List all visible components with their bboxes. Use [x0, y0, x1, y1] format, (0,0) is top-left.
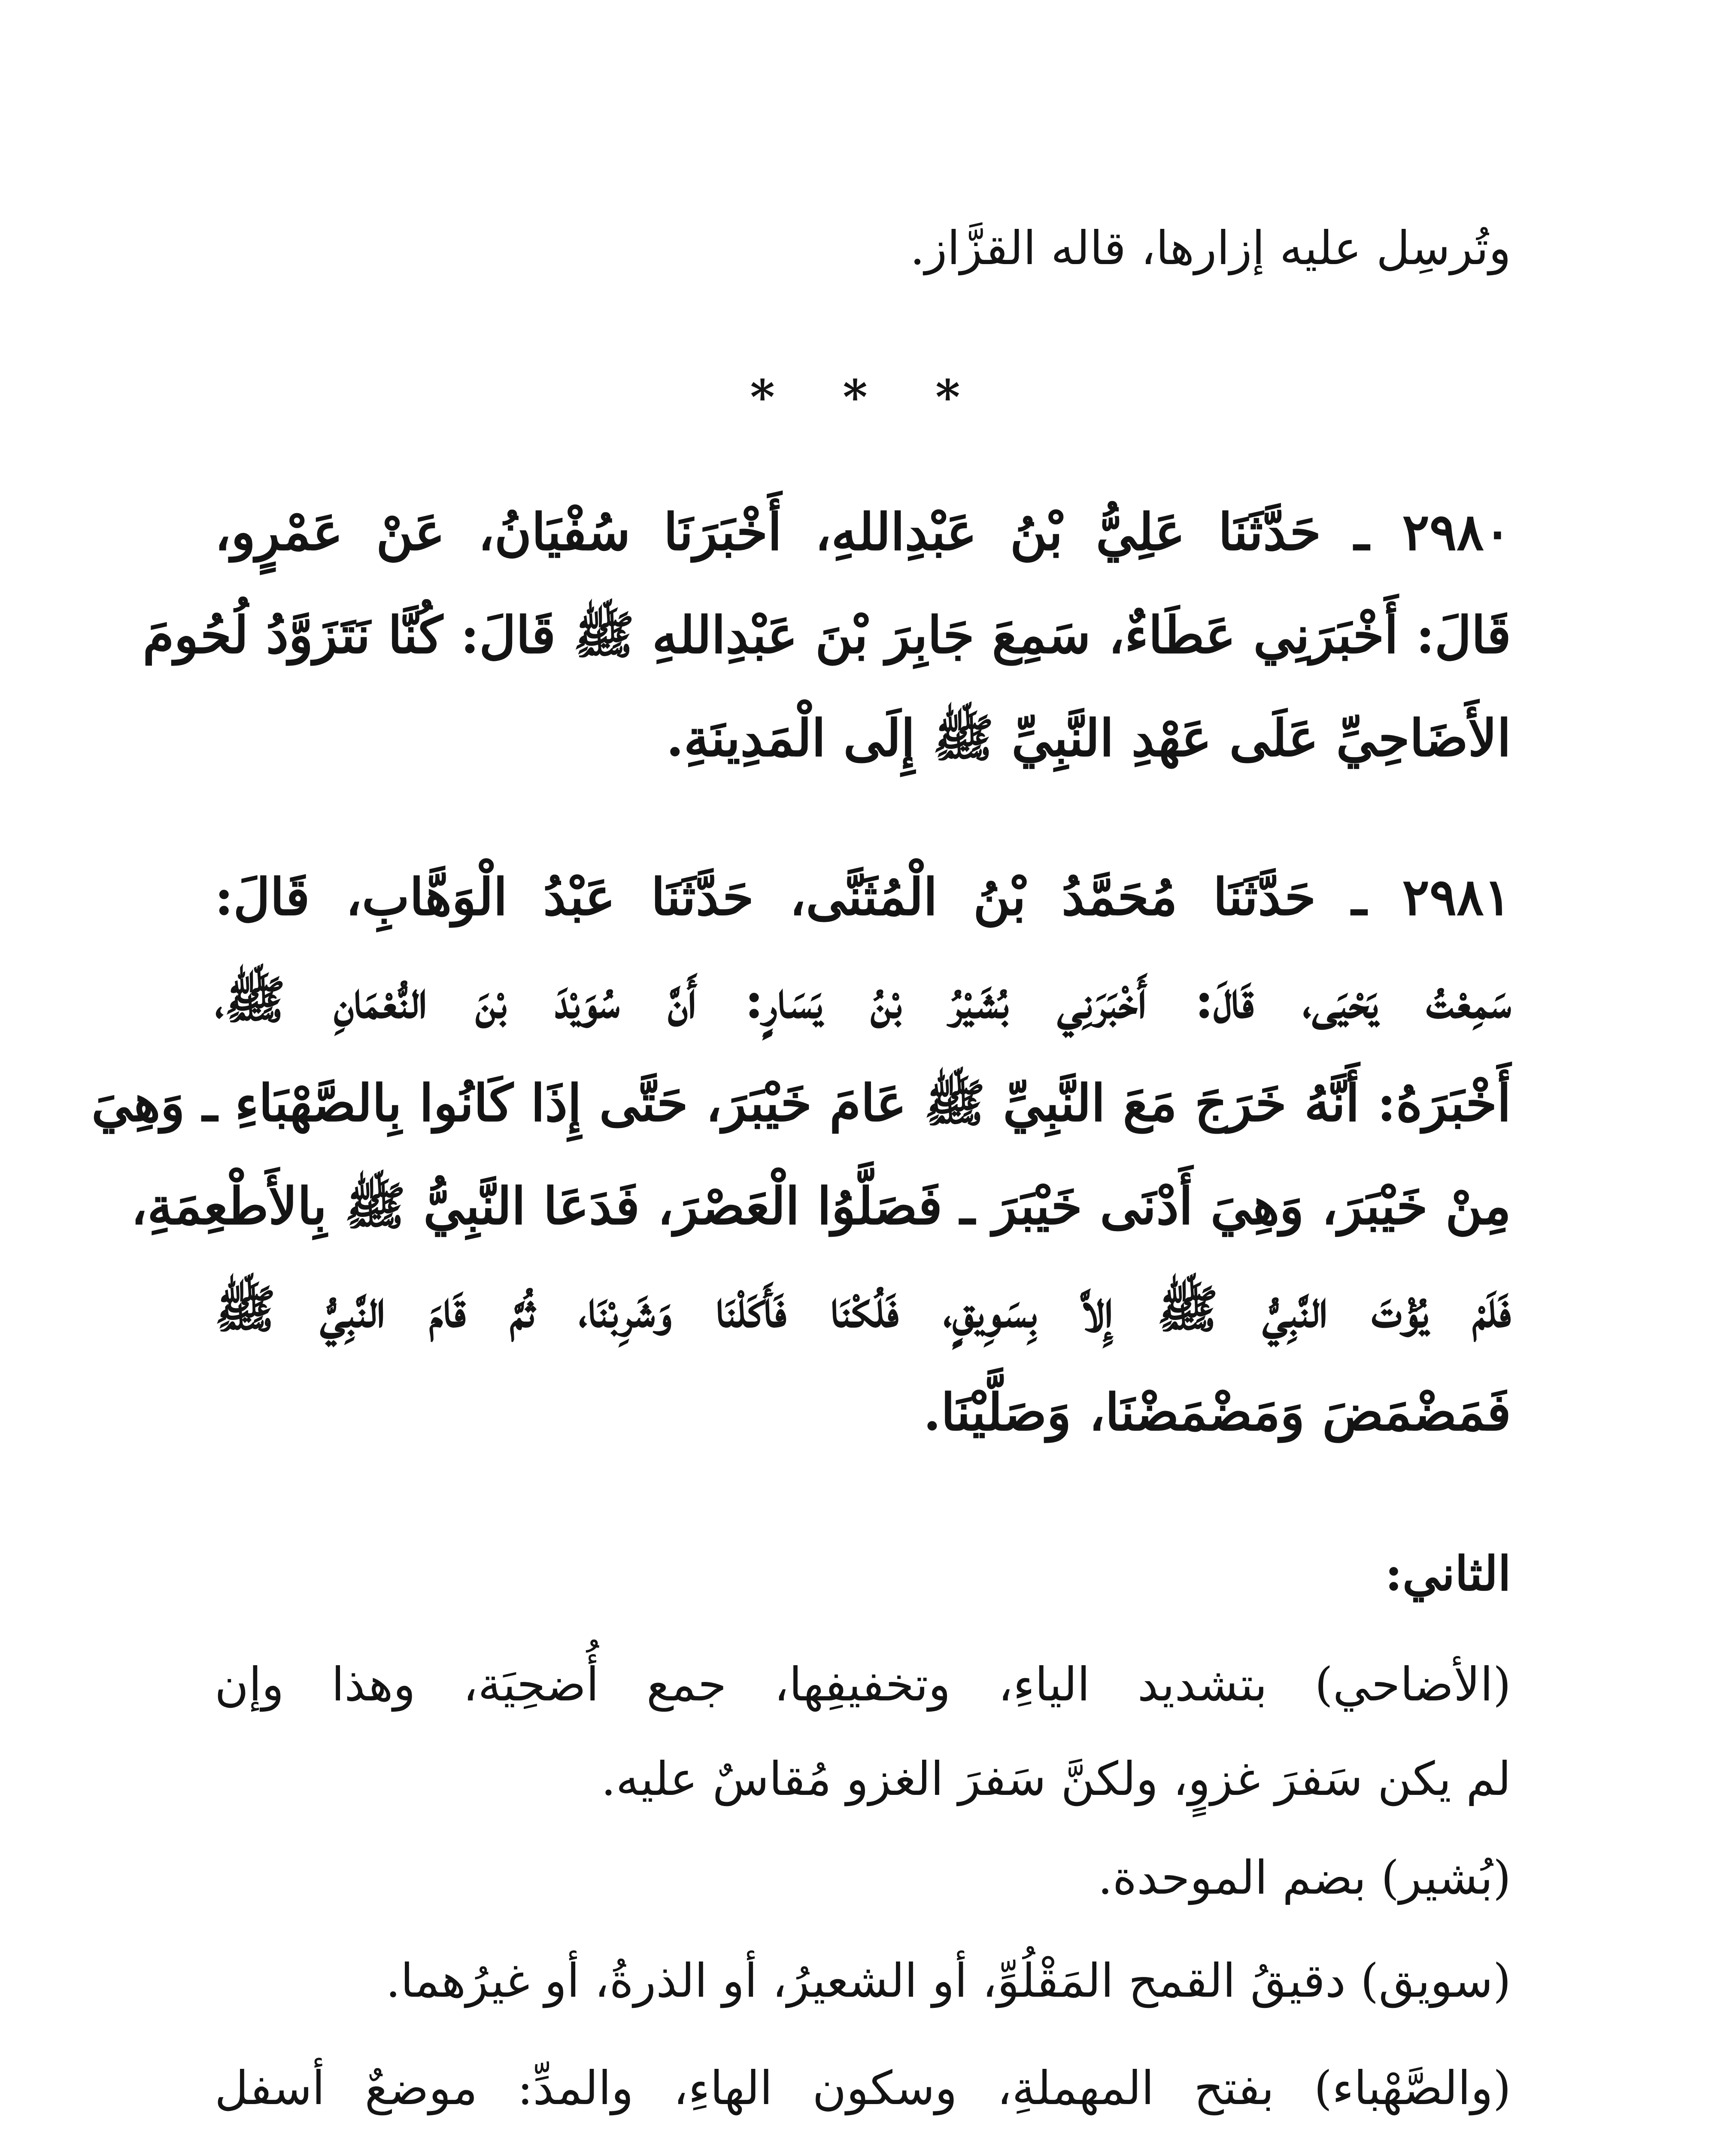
- hadith-2981-line-2: سَمِعْتُ يَحْيَى، قَالَ: أَخْبَرَنِي بُشَيْرُ بْنُ يَسَارٍ: أَنَّ سُوَيْدَ بْنَ النُّعْمَانِ ﷺ،: [215, 970, 1511, 1030]
- hadith-2980-line-1: ٢٩٨٠ ـ حَدَّثَنَا عَلِيُّ بْنُ عَبْدِاللهِ، أَخْبَرَنَا سُفْيَانُ، عَنْ عَمْرٍو،: [215, 502, 1511, 562]
- section-divider: * * *: [750, 369, 986, 425]
- commentary-line-1: (الأضاحي) بتشديد الياءِ، وتخفيفِها، جمع أُضحِيَة، وهذا وإن: [215, 1658, 1511, 1712]
- carryover-line: وتُرسِل عليه إزارها، قاله القزَّاز.: [910, 222, 1511, 275]
- commentary-line-4: (سويق) دقيقُ القمح المَقْلُوِّ، أو الشعيرُ، أو الذرةُ، أو غيرُهما.: [385, 1954, 1511, 2008]
- section-heading: الثاني:: [1385, 1546, 1511, 1601]
- hadith-2980-line-3: الأَضَاحِيِّ عَلَى عَهْدِ النَّبِيِّ ﷺ إِلَى الْمَدِينَةِ.: [666, 708, 1511, 768]
- commentary-line-5: (والصَّهْباء) بفتح المهملةِ، وسكون الهاءِ، والمدِّ: موضعٌ أسفل: [215, 2062, 1511, 2115]
- hadith-2981-line-1: ٢٩٨١ ـ حَدَّثَنَا مُحَمَّدُ بْنُ الْمُثَنَّى، حَدَّثَنَا عَبْدُ الْوَهَّابِ، قَالَ:: [215, 867, 1511, 927]
- hadith-2981-line-5: فَلَمْ يُؤْتَ النَّبِيُّ ﷺ إِلاَّ بِسَوِيقٍ، فَلُكْنَا فَأَكَلْنَا وَشَرِبْنَا، ثُمَّ قَامَ النَّبِيُّ ﷺ: [215, 1279, 1511, 1339]
- commentary-line-2: لم يكن سَفرَ غزوٍ، ولكنَّ سَفرَ الغزو مُقاسٌ عليه.: [601, 1752, 1511, 1806]
- hadith-2981-line-3: أَخْبَرَهُ: أَنَّهُ خَرَجَ مَعَ النَّبِيِّ ﷺ عَامَ خَيْبَرَ، حَتَّى إِذَا كَانُوا بِالصَّهْبَاءِ ـ وَهِيَ: [91, 1073, 1511, 1133]
- hadith-2981-line-6: فَمَضْمَضَ وَمَضْمَضْنَا، وَصَلَّيْنَا.: [923, 1382, 1511, 1442]
- hadith-2980-line-2: قَالَ: أَخْبَرَنِي عَطَاءٌ، سَمِعَ جَابِرَ بْنَ عَبْدِاللهِ ﷺ قَالَ: كُنَّا نَتَزَوَّدُ لُحُومَ: [143, 605, 1511, 665]
- commentary-line-3: (بُشير) بضم الموحدة.: [1098, 1851, 1511, 1905]
- hadith-2981-line-4: مِنْ خَيْبَرَ، وَهِيَ أَدْنَى خَيْبَرَ ـ فَصَلَّوُا الْعَصْرَ، فَدَعَا النَّبِيُّ ﷺ بِالأَطْعِمَةِ،: [131, 1176, 1511, 1236]
